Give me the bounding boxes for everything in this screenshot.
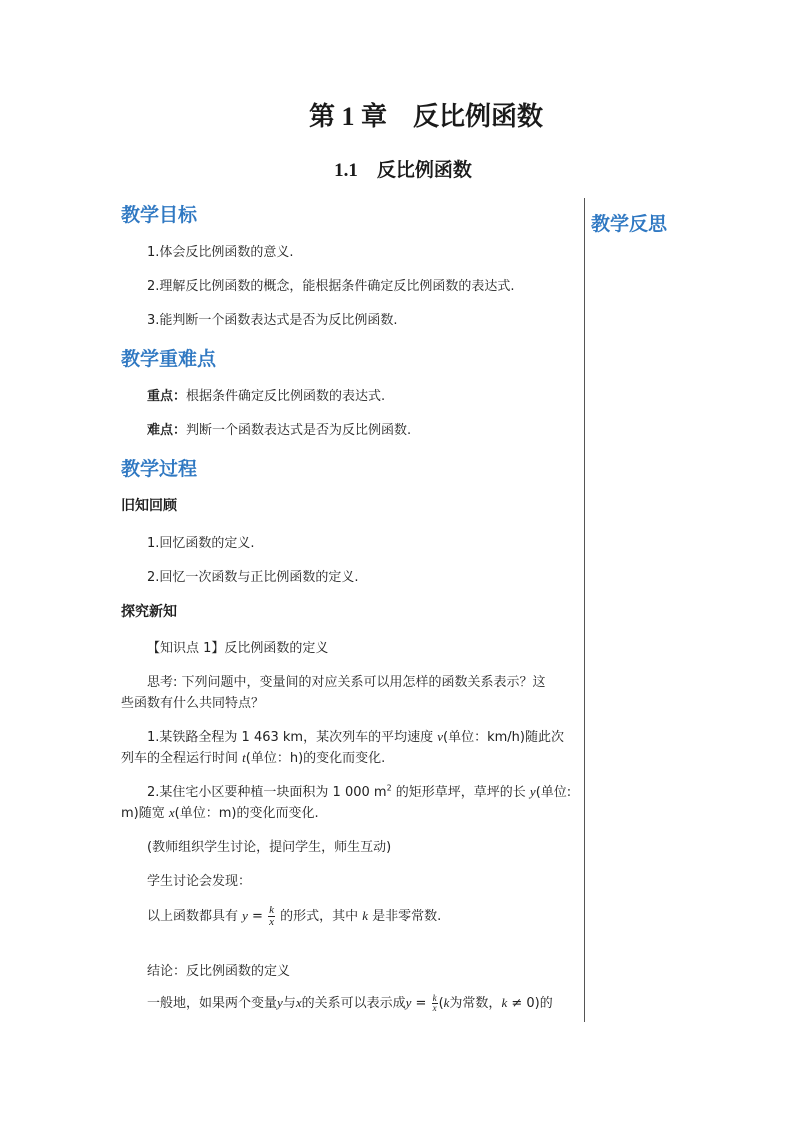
q2-text: 的矩形草坪，草坪的长	[391, 785, 530, 800]
q1-text: (单位：h)的变化而变化.	[245, 751, 386, 766]
var-k: k	[501, 995, 508, 1010]
fraction-numerator: k	[269, 904, 274, 916]
var-k: k	[362, 908, 369, 923]
fraction-k-over-x	[268, 905, 275, 928]
objective-item: 1.体会反比例函数的意义.	[147, 245, 294, 260]
question-1-line	[147, 726, 564, 745]
superscript: 2	[386, 783, 392, 793]
q1-text: 列车的全程运行时间	[121, 751, 243, 766]
var-x: x	[295, 995, 302, 1010]
difficult-label: 难点：	[147, 423, 187, 438]
fraction-k-over-x	[432, 994, 438, 1013]
think-line: 思考: 下列问题中，变量间的对应关系可以用怎样的函数关系表示？这	[147, 675, 546, 690]
question-2-line	[147, 781, 571, 800]
chapter-title: 第 1 章 反比例函数	[308, 102, 543, 131]
def-text: 的关系可以表示成	[301, 996, 406, 1011]
def-text: 与	[282, 996, 296, 1011]
q2-text: (单位:	[535, 785, 572, 800]
q1-text: (单位：km/h)随此次	[443, 730, 564, 745]
form-text: 以上函数都具有	[147, 909, 243, 924]
var-v: v	[437, 729, 443, 744]
q1-text: 1.某铁路全程为 1 463 km，某次列车的平均速度	[147, 730, 438, 745]
objectives-heading: 教学目标	[121, 204, 198, 226]
reflection-heading: 教学反思	[591, 213, 668, 235]
knowledge-point: 【知识点 1】反比例函数的定义	[147, 641, 329, 656]
def-text: 为常数，	[449, 996, 502, 1011]
discover-text: 学生讨论会发现：	[147, 874, 252, 889]
key-points-heading: 教学重难点	[121, 348, 217, 370]
section-title: 1.1 反比例函数	[334, 160, 472, 181]
equals-sign: =	[247, 909, 268, 924]
question-2-line	[121, 802, 319, 821]
process-heading: 教学过程	[121, 458, 198, 480]
key-text: 根据条件确定反比例函数的表达式.	[186, 389, 386, 404]
think-line: 些函数有什么共同特点？	[121, 696, 265, 711]
def-text: (	[438, 996, 444, 1011]
explore-heading: 探究新知	[121, 604, 177, 620]
conclusion: 结论：反比例函数的定义	[147, 964, 291, 979]
var-y: y	[405, 995, 412, 1010]
fraction-denominator: x	[269, 916, 274, 928]
review-item: 2.回忆一次函数与正比例函数的定义.	[147, 570, 359, 585]
var-t: t	[242, 750, 246, 765]
form-text: 是非零常数.	[368, 909, 442, 924]
objective-item: 2.理解反比例函数的概念，能根据条件确定反比例函数的表达式.	[147, 279, 515, 294]
fraction-denominator: x	[432, 1003, 437, 1013]
def-text: ≠ 0)的	[507, 996, 553, 1011]
difficult-point	[147, 419, 411, 438]
q2-text: m)随宽	[121, 806, 169, 821]
objective-item: 3.能判断一个函数表达式是否为反比例函数.	[147, 313, 398, 328]
difficult-text: 判断一个函数表达式是否为反比例函数.	[186, 423, 412, 438]
var-y: y	[529, 784, 536, 799]
var-k: k	[443, 995, 450, 1010]
key-label: 重点：	[147, 389, 187, 404]
teacher-note: (教师组织学生讨论，提问学生，师生互动)	[147, 840, 392, 855]
form-text: 的形式，其中	[275, 909, 363, 924]
q2-text: 2.某住宅小区要种植一块面积为 1 000 m	[147, 785, 387, 800]
question-1-line	[121, 747, 385, 766]
review-item: 1.回忆函数的定义.	[147, 536, 255, 551]
var-x: x	[168, 805, 175, 820]
var-y: y	[242, 908, 248, 923]
function-form	[147, 905, 441, 928]
q2-text: (单位：m)的变化而变化.	[174, 806, 319, 821]
equals-sign: =	[411, 996, 431, 1011]
key-point	[147, 385, 385, 404]
column-divider	[584, 198, 585, 1022]
fraction-numerator: k	[432, 993, 437, 1003]
definition-line	[147, 992, 553, 1013]
def-text: 一般地，如果两个变量	[147, 996, 278, 1011]
var-y: y	[277, 995, 283, 1010]
review-heading: 旧知回顾	[121, 498, 177, 514]
